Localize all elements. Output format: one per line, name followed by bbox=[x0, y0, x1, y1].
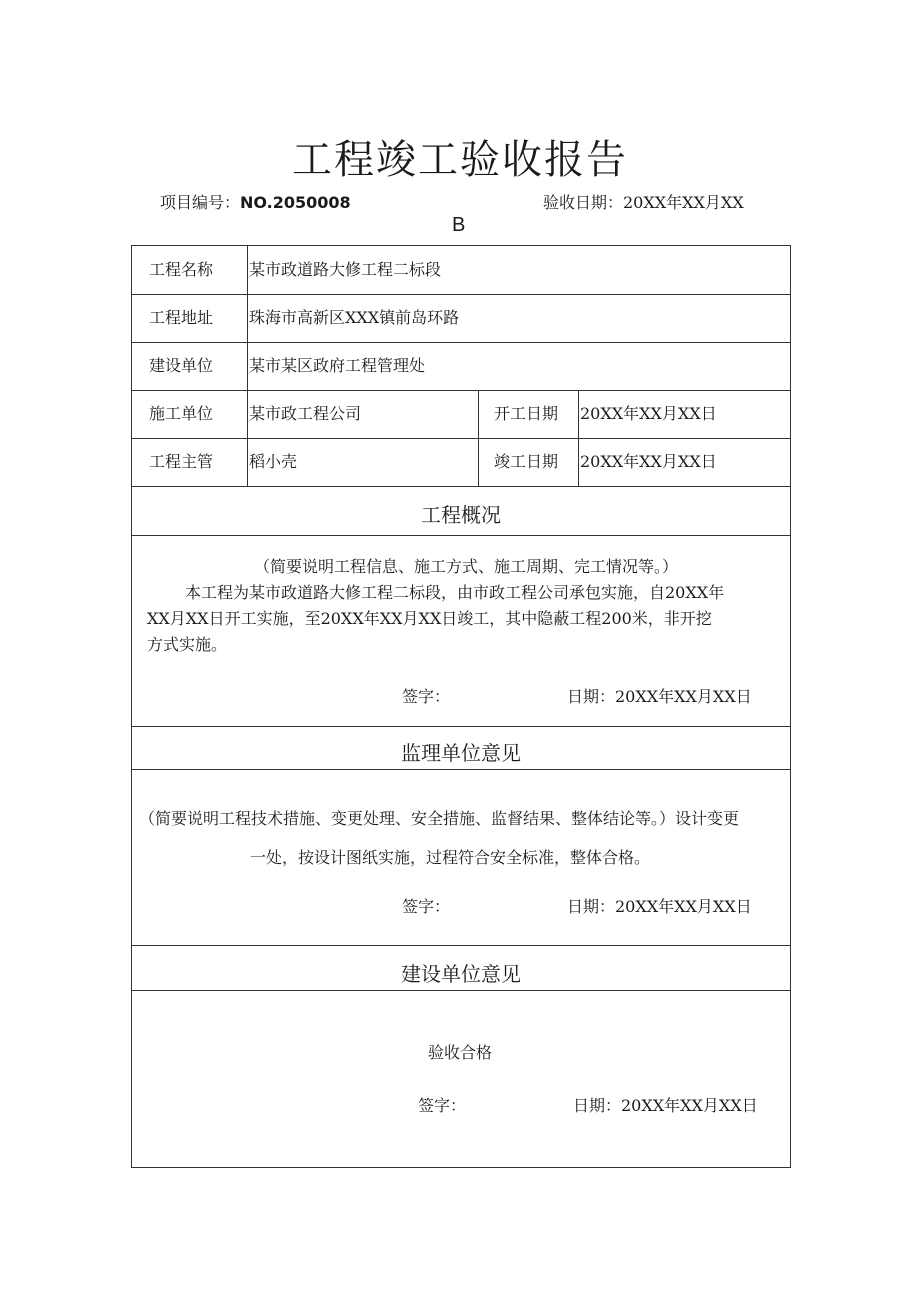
column-divider bbox=[578, 390, 579, 486]
table-divider bbox=[131, 438, 791, 439]
project-manager-label: 工程主管 bbox=[149, 452, 214, 471]
acceptance-date: 验收日期：20XX年XX月XX bbox=[543, 193, 744, 212]
builder-opinion-date: 日期：20XX年XX月XX日 bbox=[573, 1096, 758, 1115]
table-divider bbox=[131, 945, 791, 946]
builder-opinion-text: 验收合格 bbox=[428, 1043, 493, 1062]
project-manager-value: 稻小壳 bbox=[249, 452, 298, 471]
builder-opinion-heading: 建设单位意见 bbox=[401, 962, 521, 986]
overview-date: 日期：20XX年XX月XX日 bbox=[567, 687, 752, 706]
finish-date-label: 竣工日期 bbox=[494, 452, 559, 471]
table-divider bbox=[131, 342, 791, 343]
table-divider bbox=[131, 769, 791, 770]
supervisor-line: 一处，按设计图纸实施，过程符合安全标准，整体合格。 bbox=[250, 848, 651, 867]
project-number-value: NO.2050008 bbox=[240, 193, 351, 212]
contractor-value: 某市政工程公司 bbox=[249, 404, 362, 423]
project-number-label: 项目编号： bbox=[160, 193, 241, 212]
supervisor-line: （简要说明工程技术措施、变更处理、安全措施、监督结果、整体结论等。）设计变更 bbox=[139, 809, 740, 828]
overview-heading: 工程概况 bbox=[421, 503, 501, 527]
overview-line: XX月XX日开工实施，至20XX年XX月XX日竣工，其中隐蔽工程200米，非开挖 bbox=[147, 609, 712, 628]
project-name-label: 工程名称 bbox=[149, 260, 214, 279]
overview-hint: （简要说明工程信息、施工方式、施工周期、完工情况等。） bbox=[254, 557, 679, 576]
supervisor-date: 日期：20XX年XX月XX日 bbox=[567, 897, 752, 916]
overview-signature-label: 签字： bbox=[402, 687, 451, 706]
overview-line: 方式实施。 bbox=[147, 635, 228, 654]
start-date-value: 20XX年XX月XX日 bbox=[580, 404, 717, 423]
report-title: 工程竣工验收报告 bbox=[292, 137, 628, 183]
table-divider bbox=[131, 390, 791, 391]
overview-line: 本工程为某市政道路大修工程二标段，由市政工程公司承包实施，自20XX年 bbox=[185, 583, 725, 602]
builder-unit-label: 建设单位 bbox=[149, 356, 214, 375]
finish-date-value: 20XX年XX月XX日 bbox=[580, 452, 717, 471]
builder-unit-value: 某市某区政府工程管理处 bbox=[249, 356, 426, 375]
supervisor-signature-label: 签字： bbox=[402, 897, 451, 916]
start-date-label: 开工日期 bbox=[494, 404, 559, 423]
table-divider bbox=[131, 294, 791, 295]
project-address-value: 珠海市高新区XXX镇前岛环路 bbox=[249, 308, 460, 327]
column-divider bbox=[247, 245, 248, 486]
table-divider bbox=[131, 726, 791, 727]
table-divider bbox=[131, 990, 791, 991]
builder-signature-label: 签字： bbox=[418, 1096, 467, 1115]
acceptance-date-wrap: B bbox=[452, 214, 466, 236]
project-address-label: 工程地址 bbox=[149, 308, 214, 327]
project-name-value: 某市政道路大修工程二标段 bbox=[249, 260, 442, 279]
contractor-label: 施工单位 bbox=[149, 404, 214, 423]
project-number bbox=[160, 190, 351, 213]
table-divider bbox=[131, 535, 791, 536]
column-divider bbox=[478, 390, 479, 486]
table-divider bbox=[131, 486, 791, 487]
supervisor-heading: 监理单位意见 bbox=[401, 741, 521, 765]
